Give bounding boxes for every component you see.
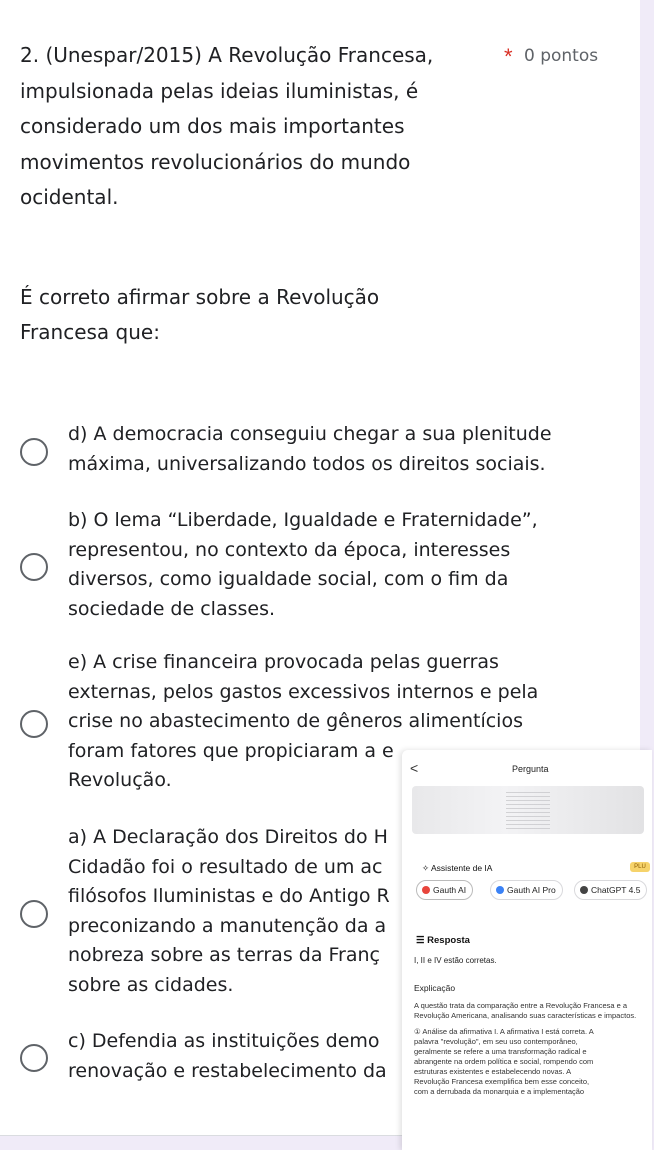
thumbnail-text-lines [506, 792, 550, 830]
question-title-line: considerado um dos mais importantes [20, 114, 405, 138]
option-line: crise no abastecimento de gêneros alimentícios [68, 710, 523, 732]
question-subtitle-line: Francesa que: [20, 320, 160, 344]
points-label: 0 pontos [524, 46, 599, 66]
back-icon[interactable]: < [410, 760, 419, 776]
explanation-text: A questão trata da comparação entre a Revolução Francesa e a Revolução Americana, analisando suas características e impactos. [414, 1001, 637, 1020]
gauth-ai-icon [422, 886, 430, 894]
assistant-label: ✧ Assistente de IA [422, 863, 493, 873]
gauth-ai-chip[interactable] [416, 880, 473, 900]
option-line: renovação e restabelecimento da [68, 1059, 387, 1082]
option-line: externas, pelos gastos excessivos internos e pela [68, 680, 539, 703]
analysis-line: Revolução Francesa exemplifica bem esse conceito, [414, 1077, 590, 1086]
question-subtitle-line: É correto afirmar sobre a Revolução [20, 285, 380, 309]
gauth-ai-pro-icon [496, 886, 504, 894]
option-line: a) A Declaração dos Direitos do H [68, 826, 388, 848]
option-line: b) O lema “Liberdade, Igualdade e Fraternidade”, [68, 509, 538, 531]
option-line: e) A crise financeira provocada pelas guerras [68, 651, 499, 673]
option-line: filósofos Iluministas e do Antigo R [68, 885, 390, 907]
question-title [20, 38, 460, 216]
chip-label: Gauth AI Pro [507, 885, 556, 895]
option-line: diversos, como igualdade social, com o fim da [68, 568, 509, 590]
chip-label: ChatGPT 4.5 [591, 885, 641, 895]
option-line: foram fatores que propiciaram a e [68, 739, 394, 762]
option-line: representou, no contexto da época, interesses [68, 538, 511, 561]
chatgpt-icon [580, 886, 588, 894]
response-heading: ☰ Resposta [416, 935, 470, 946]
gauth-ai-pro-chip[interactable] [490, 880, 563, 900]
radio-button-a[interactable] [20, 900, 48, 928]
option-line: sociedade de classes. [68, 597, 276, 620]
analysis-line: palavra "revolução", em seu uso contemporâneo, [414, 1037, 578, 1046]
question-title-line: 2. (Unespar/2015) A Revolução Francesa, [20, 43, 434, 67]
required-asterisk: * [504, 44, 513, 69]
question-title-line: impulsionada pelas ideias iluministas, é [20, 78, 419, 103]
option-line: preconizando a manutenção da a [68, 914, 387, 937]
option-line: nobreza sobre as terras da Franç [68, 944, 380, 966]
option-line: máxima, universalizando todos os direitos sociais. [68, 452, 546, 475]
option-line: d) A democracia conseguiu chegar a sua plenitude [68, 423, 552, 445]
option-line: c) Defendia as instituições demo [68, 1030, 380, 1052]
plus-badge[interactable]: PLU [630, 862, 650, 872]
analysis-line: estruturas existentes e estabelecendo novas. A [414, 1067, 572, 1076]
question-title-line: movimentos revolucionários do mundo [20, 149, 411, 174]
option-d-label [68, 420, 578, 479]
question-title-line: ocidental. [20, 185, 119, 209]
chatgpt-chip[interactable] [574, 880, 647, 900]
radio-button-c[interactable] [20, 1044, 48, 1072]
option-b-label [68, 506, 578, 624]
radio-button-d[interactable] [20, 438, 48, 466]
analysis-line: ① Análise da afirmativa I. A afirmativa I está correta. A [414, 1027, 594, 1036]
option-line: sobre as cidades. [68, 973, 234, 996]
radio-button-e[interactable] [20, 710, 48, 738]
ai-assistant-panel [402, 750, 652, 1150]
option-line: Cidadão foi o resultado de um ac [68, 855, 383, 878]
analysis-line: com a derrubada da monarquia e a implementação [414, 1087, 585, 1096]
radio-button-b[interactable] [20, 553, 48, 581]
analysis-line: abrangente na ordem política e social, rompendo com [414, 1057, 594, 1066]
option-line: Revolução. [68, 769, 172, 791]
panel-header [402, 758, 644, 780]
question-subtitle [20, 280, 440, 350]
chip-label: Gauth AI [433, 885, 467, 895]
explanation-heading: Explicação [414, 983, 456, 993]
response-text: I, II e IV estão corretas. [414, 956, 497, 965]
panel-title: Pergunta [512, 764, 549, 774]
analysis-item [414, 1027, 654, 1097]
analysis-line: geralmente se refere a uma transformação radical e [414, 1047, 587, 1056]
